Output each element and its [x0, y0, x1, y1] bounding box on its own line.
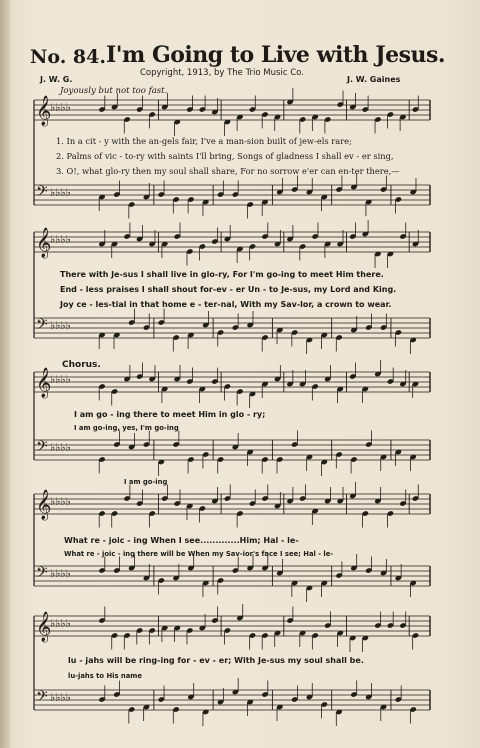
system-3-bass-clef: 𝄢 [36, 438, 48, 459]
system-5-treble-clef: 𝄞 [36, 612, 52, 642]
chorus-lyric-line-3: lu - jahs will be ring-ing for - ev - er; With Je-sus my soul shall be. [68, 656, 364, 665]
system-2-bass-clef: 𝄢 [36, 316, 48, 337]
system-5-treble-clef-key-signature: ♭♭♭♭ [50, 617, 71, 630]
tempo-marking: Joyously but not too fast. [60, 86, 168, 96]
system-5-bass-clef: 𝄢 [36, 688, 48, 709]
system-2-bass-clef-key-signature: ♭♭♭♭ [50, 319, 71, 332]
chorus-lyric-line-1: I am go - ing there to meet Him in glo - ry; [74, 410, 266, 419]
system-5-bass-clef-key-signature: ♭♭♭♭ [50, 691, 71, 704]
verse-1-line-1: 1. In a cit - y with the an-gels fair, I've a man-sion built of jew-els rare; [56, 136, 352, 146]
hymn-number: No. 84. [30, 46, 106, 68]
system-2-treble-clef-key-signature: ♭♭♭♭ [50, 233, 71, 246]
verse-2-line-1: 2. Palms of vic - to-ry with saints I'll bring, Songs of gladness I shall ev - er sing, [56, 151, 394, 161]
chorus-lyric-line-2: What re - joic - ing When I see.............Him; Hal - le- [64, 536, 299, 545]
system-4-treble-clef: 𝄞 [36, 490, 52, 520]
chorus-alto-line-3: lu-jahs to His name [68, 672, 142, 680]
chorus-label: Chorus. [62, 360, 101, 370]
system-4-bass-clef-key-signature: ♭♭♭♭ [50, 567, 71, 580]
system-1-treble-clef: 𝄞 [36, 96, 52, 126]
lyricist-credit: J. W. G. [40, 75, 73, 84]
system-3-treble-clef-key-signature: ♭♭♭♭ [50, 373, 71, 386]
system-3-treble-clef: 𝄞 [36, 368, 52, 398]
verse-3-line-1: 3. O!, what glo-ry then my soul shall share, For no sorrow e'er can en-ter there,— [56, 166, 400, 176]
system-1-treble-clef-key-signature: ♭♭♭♭ [50, 101, 71, 114]
system-1-bass-clef-key-signature: ♭♭♭♭ [50, 186, 71, 199]
system-4-bass-clef: 𝄢 [36, 564, 48, 585]
system-4-treble-clef-key-signature: ♭♭♭♭ [50, 495, 71, 508]
verse-1-line-2: There with Je-sus I shall live in glo-ry, For I'm go-ing to meet Him there. [60, 270, 384, 279]
verse-3-line-2: Joy ce - les-tial in that home e - ter-nal, With my Sav-lor, a crown to wear. [60, 300, 392, 309]
composer-credit: J. W. Gaines [347, 75, 401, 84]
chorus-alto-line-1: I am go-ing, yes, I'm go-ing [74, 424, 179, 432]
system-2-treble-clef: 𝄞 [36, 228, 52, 258]
chorus-bass-line-1: I am go-ing [124, 478, 168, 486]
verse-2-line-2: End - less praises I shall shout for-ev - er Un - to Je-sus, my Lord and King. [60, 285, 397, 294]
hymn-title: I'm Going to Live with Jesus. [106, 42, 446, 68]
system-3-bass-clef-key-signature: ♭♭♭♭ [50, 441, 71, 454]
system-1-bass-clef: 𝄢 [36, 183, 48, 204]
chorus-alto-line-2: What re - joic - ing there will be When my Sav-ior's face I see; Hal - le- [64, 550, 334, 558]
copyright-notice: Copyright, 1913, by The Trio Music Co. [140, 68, 304, 78]
